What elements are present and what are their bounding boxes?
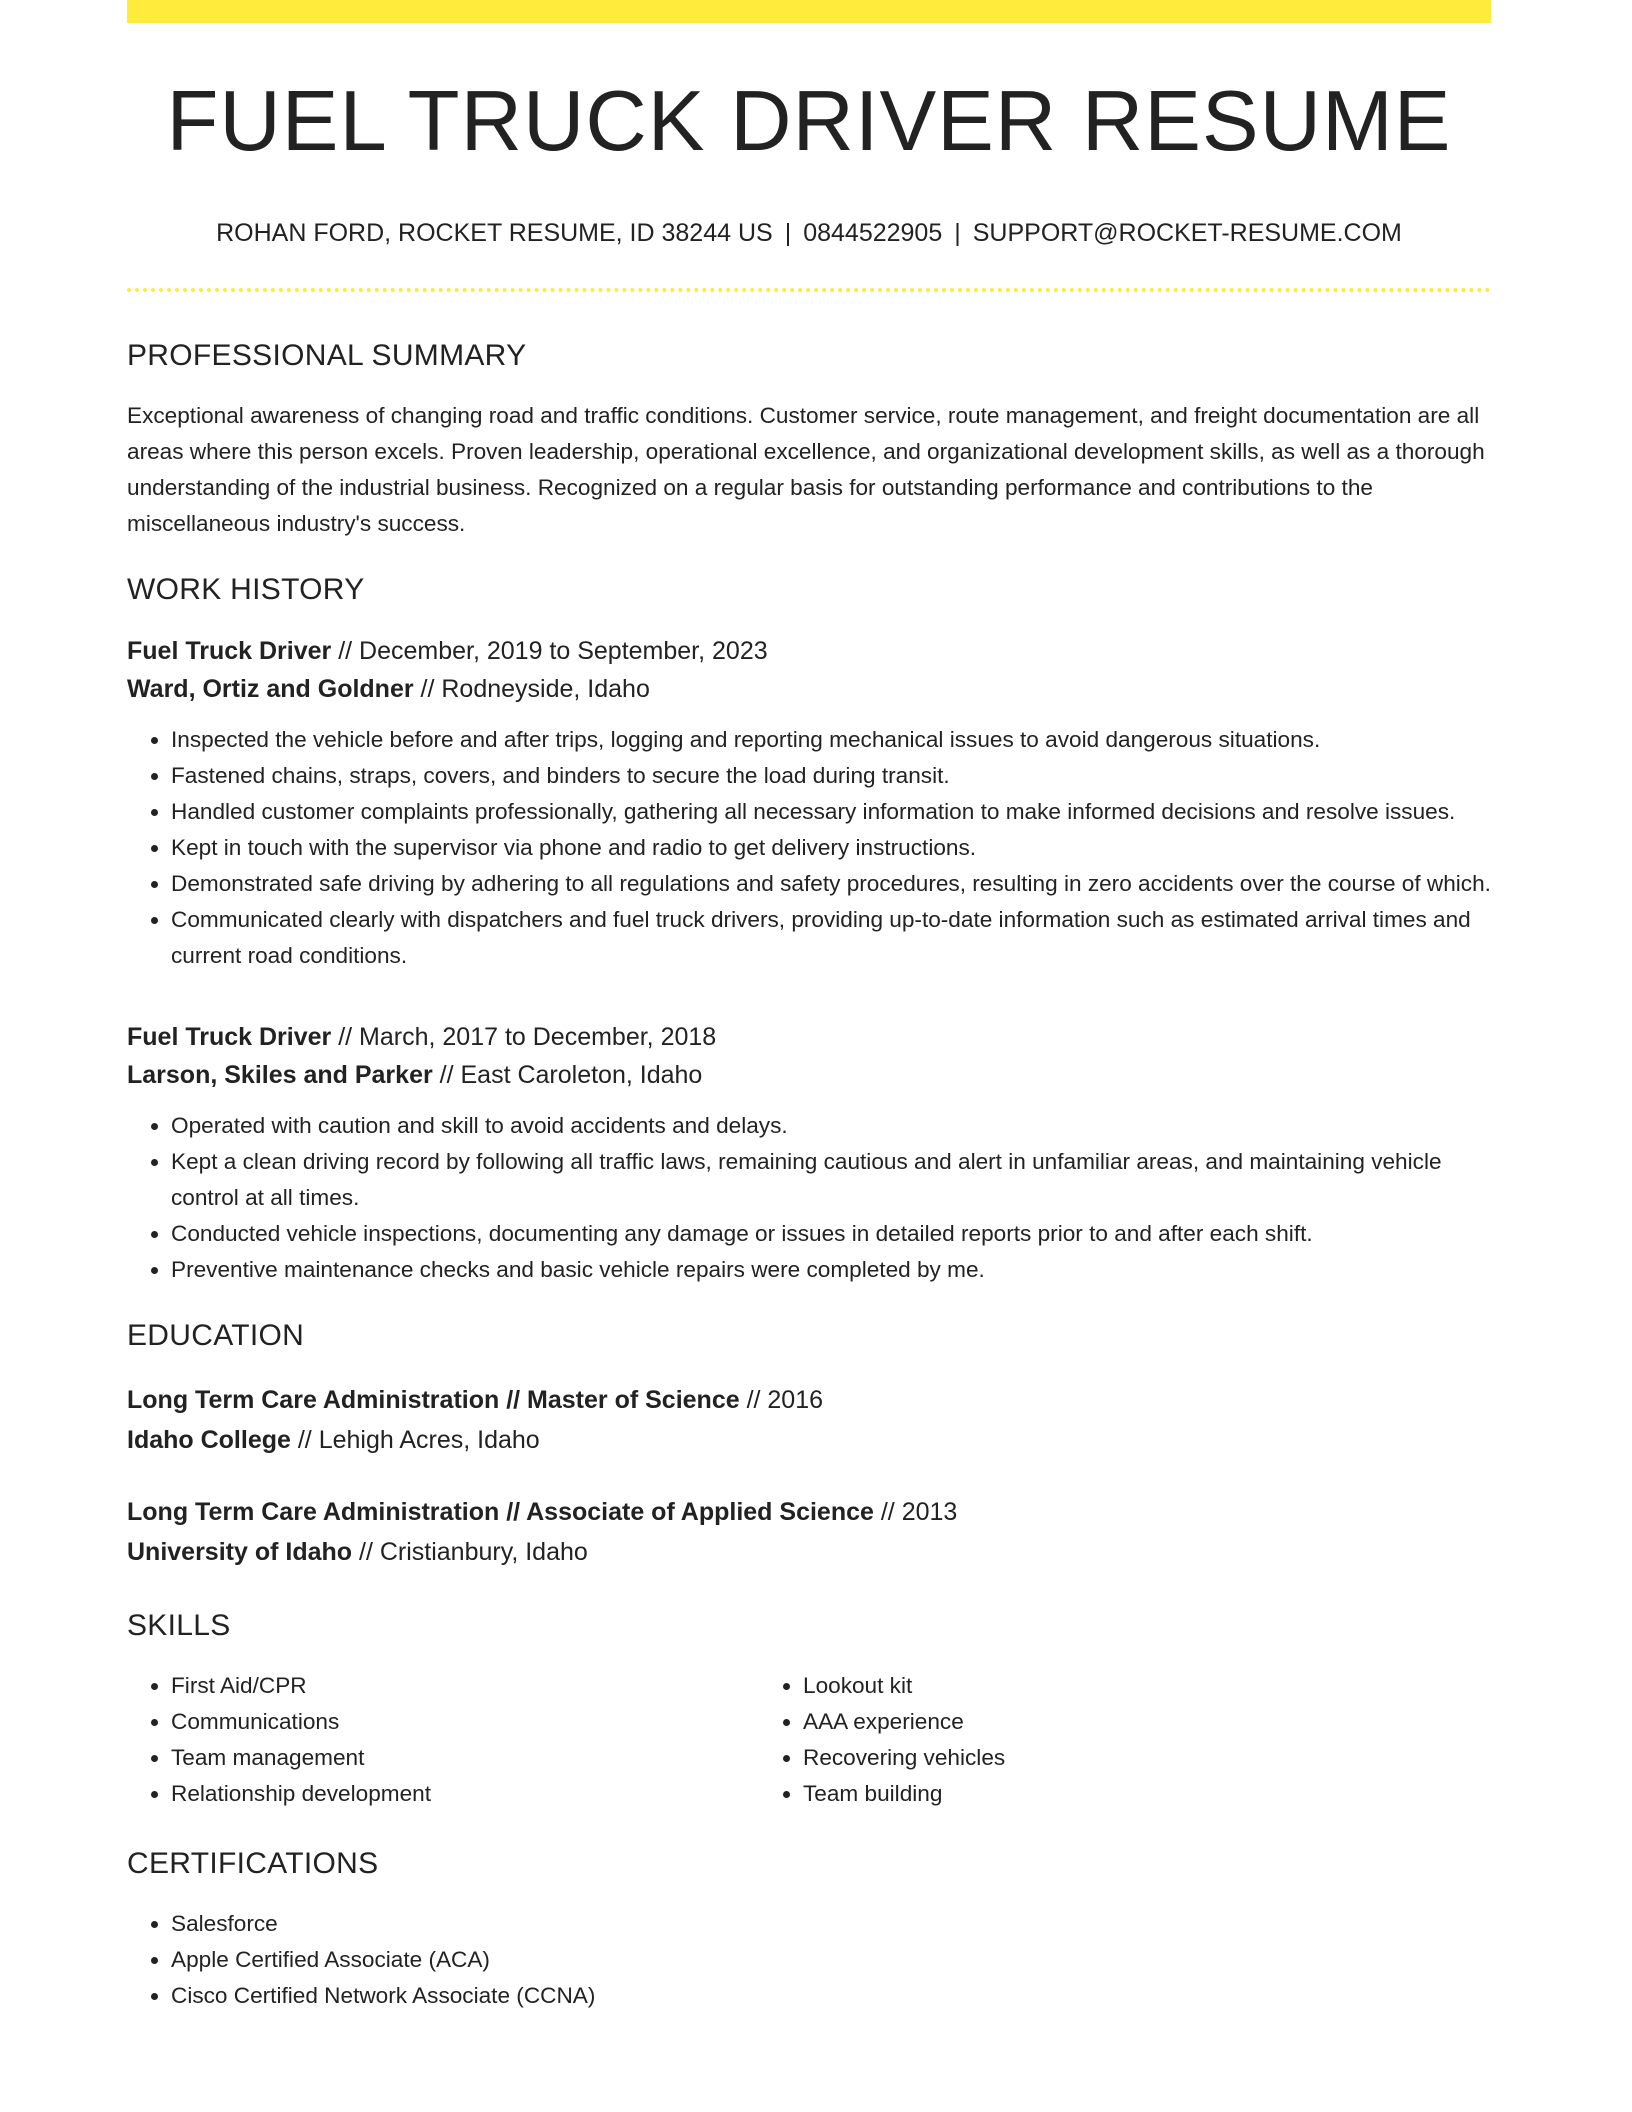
certification-item: • Salesforce [171, 1906, 1491, 1942]
job-bullet: • Kept in touch with the supervisor via phone and radio to get delivery instructions. [171, 830, 1491, 866]
job-dates: // December, 2019 to September, 2023 [331, 637, 768, 665]
education-location: // Lehigh Acres, Idaho [290, 1426, 540, 1454]
contact-separator: | [954, 219, 961, 247]
certifications-list [127, 1906, 1491, 2014]
job-company: Larson, Skiles and Parker [127, 1061, 433, 1089]
job-title: Fuel Truck Driver [127, 637, 332, 665]
skills-column-left [127, 1668, 759, 1812]
work-section [127, 572, 1491, 1288]
education-school: Idaho College [127, 1426, 291, 1454]
section-heading-certifications: CERTIFICATIONS [127, 1847, 379, 1880]
skill-item: • Lookout kit [803, 1668, 1391, 1704]
education-location: // Cristianbury, Idaho [352, 1538, 588, 1566]
education-year: // 2016 [739, 1386, 824, 1414]
job-location: // East Caroleton, Idaho [432, 1061, 703, 1089]
education-section [127, 1318, 1491, 1572]
resume-title: FUEL TRUCK DRIVER RESUME [166, 74, 1452, 169]
education-degree: Long Term Care Administration // Master of Science [127, 1386, 740, 1414]
job-company-line [127, 1056, 1491, 1094]
job-company: Ward, Ortiz and Goldner [127, 675, 414, 703]
skill-item: • Team building [803, 1776, 1391, 1812]
certification-item: • Apple Certified Associate (ACA) [171, 1942, 1491, 1978]
summary-text: Exceptional awareness of changing road and traffic conditions. Customer service, route management, and freight documentation are all areas where this person excels. Proven leadership, operational excellence, and organizational development skills, as well as a thorough understanding of the industrial business. Recognized on a regular basis for outstanding performance and contributions to the miscellaneous industry's success. [127, 403, 1485, 536]
job-entry [127, 1018, 1491, 1288]
skill-item: • First Aid/CPR [171, 1668, 759, 1704]
job-bullet: • Operated with caution and skill to avoid accidents and delays. [171, 1108, 1491, 1144]
skill-item: • Relationship development [171, 1776, 759, 1812]
resume-page [127, 0, 1491, 2037]
contact-email: SUPPORT@ROCKET-RESUME.COM [972, 219, 1402, 247]
education-school-line [127, 1420, 1491, 1460]
job-bullet: • Conducted vehicle inspections, documenting any damage or issues in detailed reports prior to and after each shift. [171, 1216, 1491, 1252]
job-bullet: • Preventive maintenance checks and basic vehicle repairs were completed by me. [171, 1252, 1491, 1288]
job-title-line [127, 1018, 1491, 1056]
skill-item: • Recovering vehicles [803, 1740, 1391, 1776]
job-bullets [127, 1108, 1491, 1288]
job-entry [127, 632, 1491, 974]
job-company-line [127, 670, 1491, 708]
education-degree: Long Term Care Administration // Associate of Applied Science [127, 1498, 874, 1526]
dotted-divider [127, 288, 1491, 292]
job-bullet: • Demonstrated safe driving by adhering to all regulations and safety procedures, resulting in zero accidents over the course of which. [171, 866, 1491, 902]
contact-line [127, 218, 1491, 248]
contact-address: ROHAN FORD, ROCKET RESUME, ID 38244 US [216, 219, 773, 247]
section-heading-work: WORK HISTORY [127, 573, 365, 606]
job-dates: // March, 2017 to December, 2018 [331, 1023, 717, 1051]
summary-section [127, 338, 1491, 542]
education-entry [127, 1380, 1491, 1460]
education-degree-line [127, 1380, 1491, 1420]
job-bullet: • Kept a clean driving record by following all traffic laws, remaining cautious and alert in unfamiliar areas, and maintaining vehicle control at all times. [171, 1144, 1491, 1216]
section-heading-summary: PROFESSIONAL SUMMARY [127, 339, 527, 372]
skills-column-right [759, 1668, 1391, 1812]
job-bullet: • Handled customer complaints professionally, gathering all necessary information to make informed decisions and resolve issues. [171, 794, 1491, 830]
skills-grid [127, 1668, 1491, 1812]
section-heading-education: EDUCATION [127, 1319, 305, 1352]
job-bullet: • Fastened chains, straps, covers, and binders to secure the load during transit. [171, 758, 1491, 794]
education-school-line [127, 1532, 1491, 1572]
education-entry [127, 1492, 1491, 1572]
job-title: Fuel Truck Driver [127, 1023, 332, 1051]
skills-section [127, 1608, 1491, 1812]
job-bullet: • Communicated clearly with dispatchers and fuel truck drivers, providing up-to-date information such as estimated arrival times and current road conditions. [171, 902, 1491, 974]
job-bullet: • Inspected the vehicle before and after trips, logging and reporting mechanical issues to avoid dangerous situations. [171, 722, 1491, 758]
certification-item: • Cisco Certified Network Associate (CCNA) [171, 1978, 1491, 2014]
contact-phone: 0844522905 [803, 219, 943, 247]
skill-item: • Communications [171, 1704, 759, 1740]
job-location: // Rodneyside, Idaho [413, 675, 650, 703]
accent-bar [127, 0, 1491, 23]
education-year: // 2013 [873, 1498, 958, 1526]
education-school: University of Idaho [127, 1538, 353, 1566]
certifications-section [127, 1846, 1491, 2014]
education-degree-line [127, 1492, 1491, 1532]
skill-item: • AAA experience [803, 1704, 1391, 1740]
contact-separator: | [784, 219, 792, 247]
job-title-line [127, 632, 1491, 670]
skill-item: • Team management [171, 1740, 759, 1776]
job-bullets [127, 722, 1491, 974]
section-heading-skills: SKILLS [127, 1609, 231, 1642]
